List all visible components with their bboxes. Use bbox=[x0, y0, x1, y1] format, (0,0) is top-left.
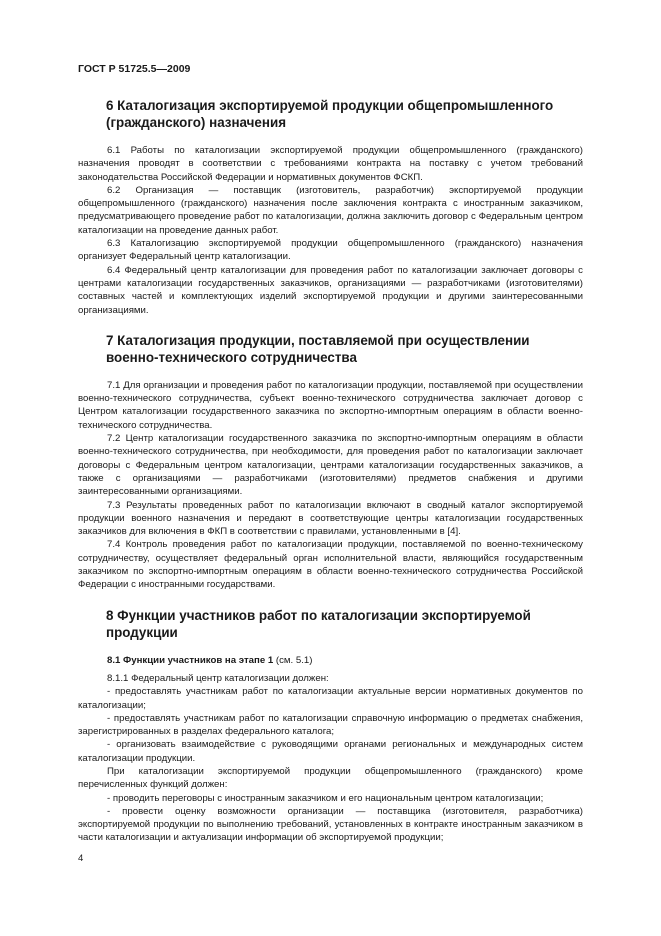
list-item: - организовать взаимодействие с руководящими органами региональных и международных систем каталогизации продукции. bbox=[78, 739, 583, 764]
document-body bbox=[78, 97, 583, 860]
list-item: - проводить переговоры с иностранным заказчиком и его национальным центром каталогизации; bbox=[107, 792, 544, 804]
section-6-title-line2: (гражданского) назначения bbox=[106, 115, 287, 130]
subsection-8-1-heading-bold: 8.1 Функции участников на этапе 1 bbox=[107, 654, 274, 666]
section-7 bbox=[78, 332, 583, 592]
section-8-title: 8 Функции участников работ по каталогизации экспортируемой продукции bbox=[106, 607, 531, 640]
paragraph-civil-export: При каталогизации экспортируемой продукции общепромышленного (гражданского) кроме перечисленных функций должен: bbox=[78, 765, 583, 791]
section-7-title bbox=[78, 332, 583, 366]
section-7-title-line2: военно-технического сотрудничества bbox=[106, 349, 357, 365]
document-code: ГОСТ Р 51725.5—2009 bbox=[78, 63, 191, 75]
section-6-title bbox=[78, 97, 583, 131]
paragraph-6-1: 6.1 Работы по каталогизации экспортируемой продукции общепромышленного (гражданского) назначения проводят в соответствии с требованиями контракта на поставку с учетом требований законодательства Российской Федерации и нормативных документов ФСКП. bbox=[78, 145, 583, 183]
subsection-8-1-heading-ref: (см. 5.1) bbox=[273, 654, 313, 666]
section-6-title-line1: 6 Каталогизация экспортируемой продукции общепромышленного bbox=[106, 98, 554, 113]
page-number: 4 bbox=[78, 853, 84, 864]
paragraph-8-1-1: 8.1.1 Федеральный центр каталогизации должен: bbox=[107, 672, 329, 684]
list-item: - провести оценку возможности организации — поставщика (изготовителя, разработчика) экспортируемой продукции по выполнению требований, установленных в контракте иностранным заказчиком в части каталогизации и актуализации информации об экспортируемой продукции; bbox=[78, 805, 583, 844]
paragraph-6-2: 6.2 Организация — поставщик (изготовитель, разработчик) экспортируемой продукции общепромышленного (гражданского) назначения после заключения контракта с иностранным заказчиком, предусматривающего проведение работ по каталогизации, должна заключить договор с Федеральным центром каталогизации на проведение данных работ. bbox=[78, 184, 583, 236]
list-item: - предоставлять участникам работ по каталогизации справочную информацию о предметах снабжения, зарегистрированных в разделах федерального каталога; bbox=[78, 712, 583, 738]
subsection-8-1-heading bbox=[78, 654, 583, 667]
paragraph-7-3: 7.3 Результаты проведенных работ по каталогизации включают в сводный каталог экспортируемой продукции военного назначения и передают в соответствующие центры каталогизации государственных заказчиков для включения в ФКП в соответствии с правилами, установленными в [4]. bbox=[78, 499, 583, 538]
paragraph-6-4: 6.4 Федеральный центр каталогизации для проведения работ по каталогизации заключает договоры с центрами каталогизации государственных заказчиков, организациями — разработчиками (изготовителями) составных частей и комплектующих изделий экспортируемой продукции и другими заинтересованными организациями. bbox=[78, 264, 583, 316]
section-6 bbox=[78, 97, 583, 317]
section-7-title-line1: 7 Каталогизация продукции, поставляемой при осуществлении bbox=[106, 332, 530, 348]
paragraph-7-4: 7.4 Контроль проведения работ по каталогизации продукции, поставляемой по военно-техническому сотрудничеству, осуществляет федеральный орган исполнительной власти, являющийся государственным заказчиком по экспортно-импортным операциям в области военно-технического сотрудничества Российской Федерации с иностранными государствами. bbox=[78, 539, 583, 591]
paragraph-7-2: 7.2 Центр каталогизации государственного заказчика по экспортно-импортным операциям в области военно-технического сотрудничества, при необходимости, для проведения работ по каталогизации заключает договоры с Федеральным центром каталогизации, центрами каталогизации государственных заказчиков, а также с организациями — разработчиками (изготовителями) предметов снабжения и другими заинтересованными организациями. bbox=[78, 433, 583, 498]
paragraph-6-3: 6.3 Каталогизацию экспортируемой продукции общепромышленного (гражданского) назначения организует Федеральный центр каталогизации. bbox=[78, 238, 583, 263]
paragraph-7-1: 7.1 Для организации и проведения работ по каталогизации продукции, поставляемой при осуществлении военно-технического сотрудничества, субъект военно-технического сотрудничества заключает договор с Центром каталогизации государственного заказчика по экспортно-импортным операциям в области военно-технического сотрудничества. bbox=[78, 379, 583, 431]
section-8 bbox=[78, 607, 583, 845]
list-item: - предоставлять участникам работ по каталогизации актуальные версии нормативных документов по каталогизации; bbox=[78, 686, 583, 711]
